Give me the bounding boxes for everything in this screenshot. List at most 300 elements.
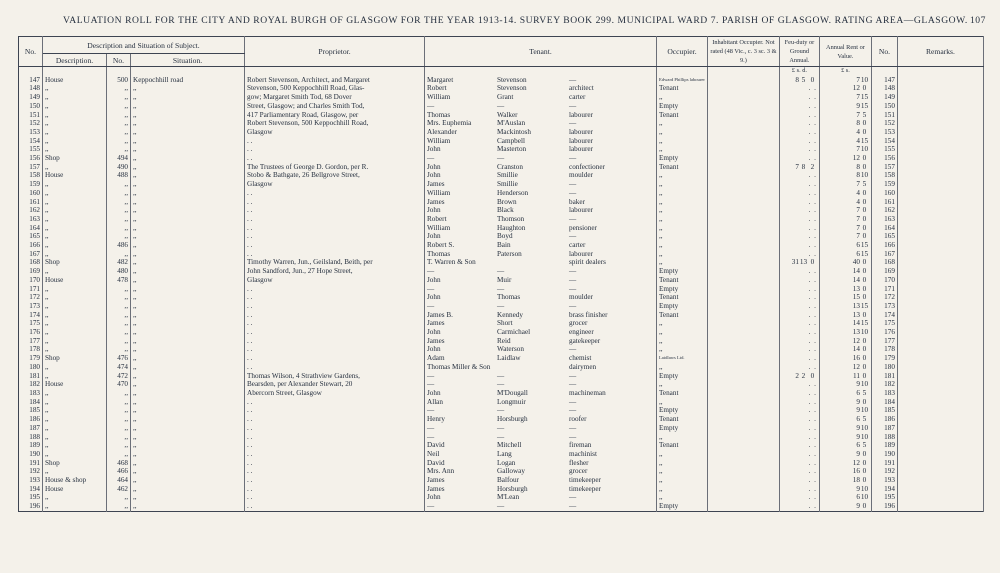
- tenant-occupation: flesher: [569, 458, 589, 467]
- row-street-number: ,,: [107, 345, 131, 354]
- feu-empty-marker: . .: [808, 93, 817, 102]
- tenant-first-name: John: [427, 493, 441, 502]
- row-occupier: ,,: [657, 224, 708, 233]
- feu-shillings: 8: [801, 162, 806, 171]
- tenant-occupation: grocer: [569, 319, 588, 328]
- row-number: 150: [19, 102, 43, 111]
- rent-shillings: 10: [860, 432, 869, 441]
- feu-empty-marker: . .: [808, 423, 817, 432]
- rent-pounds: 11: [853, 371, 860, 380]
- row-situation: ,,: [131, 241, 245, 250]
- row-occupier: Empty: [657, 285, 708, 294]
- row-annual-rent: [819, 93, 871, 102]
- row-tenant: [425, 459, 657, 468]
- tenant-occupation: —: [569, 371, 577, 380]
- row-description: ,,: [43, 345, 107, 354]
- row-feu-duty: [779, 102, 819, 111]
- rent-pounds: 9: [856, 101, 860, 110]
- row-proprietor: Street, Glasgow; and Charles Smith Tod,: [245, 102, 425, 111]
- header-description: Description.: [43, 54, 107, 67]
- row-number-right: 170: [871, 276, 897, 285]
- row-number: 193: [19, 476, 43, 485]
- feu-empty-marker: . .: [808, 154, 817, 163]
- row-inhabitant: [707, 441, 779, 450]
- table-row: [19, 459, 984, 468]
- row-tenant: [425, 467, 657, 476]
- row-number: 185: [19, 406, 43, 415]
- rent-shillings: 0: [862, 84, 867, 93]
- row-proprietor: . .: [245, 363, 425, 372]
- row-annual-rent: [819, 163, 871, 172]
- row-description: ,,: [43, 189, 107, 198]
- tenant-first-name: John: [427, 145, 441, 154]
- row-number-right: 172: [871, 293, 897, 302]
- feu-pence: 0: [810, 75, 815, 84]
- row-number: 156: [19, 154, 43, 163]
- row-street-number: ,,: [107, 424, 131, 433]
- row-annual-rent: [819, 232, 871, 241]
- row-proprietor: Timothy Warren, Jun., Geilsland, Beith, per: [245, 258, 425, 267]
- table-row: [19, 380, 984, 389]
- row-remarks: [897, 84, 983, 93]
- row-remarks: [897, 215, 983, 224]
- tenant-occupation: roofer: [569, 415, 587, 424]
- row-feu-duty: [779, 363, 819, 372]
- tenant-first-name: John: [427, 275, 441, 284]
- rent-shillings: 0: [862, 119, 867, 128]
- feu-empty-marker: . .: [808, 110, 817, 119]
- table-row: [19, 302, 984, 311]
- rent-shillings: 0: [862, 345, 867, 354]
- row-proprietor: . .: [245, 189, 425, 198]
- header-tenant: Tenant.: [425, 37, 657, 67]
- tenant-surname: Galloway: [497, 467, 525, 476]
- row-proprietor: Stevenson, 500 Keppochhill Road, Glas-: [245, 84, 425, 93]
- rent-shillings: 0: [862, 371, 867, 380]
- table-row: [19, 415, 984, 424]
- table-row: [19, 476, 984, 485]
- row-remarks: [897, 258, 983, 267]
- feu-pence: 2: [810, 162, 815, 171]
- tenant-occupation: —: [569, 432, 577, 441]
- tenant-surname: M'Dougall: [497, 389, 528, 397]
- row-description: Shop: [43, 154, 107, 163]
- row-remarks: [897, 406, 983, 415]
- rent-pounds: 9: [856, 397, 860, 406]
- row-inhabitant: [707, 189, 779, 198]
- row-annual-rent: [819, 171, 871, 180]
- row-number: 180: [19, 363, 43, 372]
- feu-empty-marker: . .: [808, 180, 817, 189]
- row-tenant: [425, 232, 657, 241]
- rent-shillings: 0: [862, 214, 867, 223]
- row-annual-rent: [819, 319, 871, 328]
- rent-shillings: 5: [862, 415, 867, 424]
- feu-currency-header: £ s. d.: [779, 67, 819, 76]
- table-row: [19, 276, 984, 285]
- rent-pounds: 6: [856, 493, 860, 502]
- row-situation: ,,: [131, 285, 245, 294]
- row-occupier: ,,: [657, 337, 708, 346]
- row-situation: ,,: [131, 406, 245, 415]
- row-remarks: [897, 180, 983, 189]
- row-proprietor: Stobo & Bathgate, 26 Bellgrove Street,: [245, 171, 425, 180]
- rent-pounds: 9: [856, 423, 860, 432]
- rent-pounds: 7: [856, 206, 860, 215]
- row-occupier: Tenant: [657, 441, 708, 450]
- row-inhabitant: [707, 354, 779, 363]
- row-description: ,,: [43, 128, 107, 137]
- row-occupier: ,,: [657, 119, 708, 128]
- feu-pence: 0: [810, 258, 815, 267]
- row-inhabitant: [707, 111, 779, 120]
- row-remarks: [897, 398, 983, 407]
- row-remarks: [897, 293, 983, 302]
- row-situation: ,,: [131, 224, 245, 233]
- tenant-first-name: —: [427, 101, 435, 110]
- row-feu-duty: [779, 267, 819, 276]
- tenant-first-name: David: [427, 441, 445, 450]
- row-annual-rent: [819, 328, 871, 337]
- rent-pounds: 14: [852, 345, 860, 354]
- row-situation: ,,: [131, 424, 245, 433]
- tenant-surname: Horsburgh: [497, 415, 528, 424]
- header-occupier: Occupier.: [657, 37, 708, 67]
- row-inhabitant: [707, 476, 779, 485]
- row-number: 161: [19, 198, 43, 207]
- row-occupier: ,,: [657, 232, 708, 241]
- rent-shillings: 0: [862, 336, 867, 345]
- tenant-occupation: confectioner: [569, 162, 605, 171]
- tenant-occupation: timekeeper: [569, 476, 601, 485]
- row-feu-duty: [779, 189, 819, 198]
- tenant-surname: Muir: [497, 275, 512, 284]
- feu-empty-marker: . .: [808, 284, 817, 293]
- row-occupier: ,,: [657, 241, 708, 250]
- row-feu-duty: [779, 424, 819, 433]
- row-proprietor: . .: [245, 450, 425, 459]
- rent-shillings: 10: [860, 171, 869, 180]
- row-inhabitant: [707, 224, 779, 233]
- row-annual-rent: [819, 493, 871, 502]
- feu-empty-marker: . .: [808, 432, 817, 441]
- table-row: [19, 285, 984, 294]
- row-annual-rent: [819, 84, 871, 93]
- row-feu-duty: [779, 311, 819, 320]
- tenant-occupation: —: [569, 380, 577, 389]
- tenant-surname: Bain: [497, 241, 511, 250]
- row-number: 170: [19, 276, 43, 285]
- row-occupier: ,,: [657, 467, 708, 476]
- row-description: ,,: [43, 311, 107, 320]
- feu-empty-marker: . .: [808, 354, 817, 363]
- tenant-occupation: spirit dealers: [569, 258, 606, 267]
- row-number-right: 181: [871, 372, 897, 381]
- feu-empty-marker: . .: [808, 136, 817, 145]
- table-row: [19, 502, 984, 511]
- table-row: [19, 119, 984, 128]
- row-tenant: [425, 493, 657, 502]
- tenant-first-name: —: [427, 267, 435, 276]
- header-number: No.: [107, 54, 131, 67]
- table-row: [19, 198, 984, 207]
- row-remarks: [897, 319, 983, 328]
- row-situation: ,,: [131, 328, 245, 337]
- feu-empty-marker: . .: [808, 119, 817, 128]
- rent-pounds: 14: [852, 275, 860, 284]
- feu-empty-marker: . .: [808, 223, 817, 232]
- row-situation: ,,: [131, 267, 245, 276]
- rent-shillings: 15: [860, 241, 869, 250]
- tenant-first-name: Thomas Miller & Son: [427, 362, 491, 371]
- tenant-surname: Stevenson: [497, 75, 527, 84]
- tenant-first-name: —: [427, 371, 435, 380]
- tenant-first-name: William: [427, 188, 451, 197]
- tenant-occupation: brass finisher: [569, 310, 608, 319]
- row-number: 149: [19, 93, 43, 102]
- row-proprietor: . .: [245, 154, 425, 163]
- table-row: [19, 372, 984, 381]
- row-feu-duty: [779, 137, 819, 146]
- row-remarks: [897, 424, 983, 433]
- rent-pounds: 13: [852, 284, 860, 293]
- row-number-right: 157: [871, 163, 897, 172]
- row-tenant: [425, 372, 657, 381]
- row-feu-duty: [779, 154, 819, 163]
- rent-pounds: 16: [852, 354, 860, 363]
- rent-shillings: 0: [862, 397, 867, 406]
- row-feu-duty: [779, 206, 819, 215]
- row-description: ,,: [43, 198, 107, 207]
- table-row: [19, 180, 984, 189]
- rent-shillings: 5: [862, 441, 867, 450]
- tenant-surname: Laidlaw: [497, 354, 521, 363]
- row-description: House & shop: [43, 476, 107, 485]
- row-proprietor: Glasgow: [245, 180, 425, 189]
- row-tenant: [425, 476, 657, 485]
- rent-shillings: 10: [860, 423, 869, 432]
- tenant-first-name: Robert: [427, 84, 447, 93]
- feu-empty-marker: . .: [808, 293, 817, 302]
- row-street-number: 472: [107, 372, 131, 381]
- row-number-right: 171: [871, 285, 897, 294]
- tenant-first-name: Thomas: [427, 249, 451, 258]
- tenant-occupation: dairymen: [569, 362, 597, 371]
- row-situation: ,,: [131, 415, 245, 424]
- row-street-number: 470: [107, 380, 131, 389]
- feu-empty-marker: . .: [808, 206, 817, 215]
- row-proprietor: . .: [245, 424, 425, 433]
- row-proprietor: . .: [245, 485, 425, 494]
- feu-pence: 0: [810, 371, 815, 380]
- row-annual-rent: [819, 276, 871, 285]
- row-feu-duty: [779, 302, 819, 311]
- row-remarks: [897, 450, 983, 459]
- rent-pounds: 16: [852, 467, 860, 476]
- row-annual-rent: [819, 485, 871, 494]
- row-number-right: 184: [871, 398, 897, 407]
- row-description: House: [43, 380, 107, 389]
- row-occupier: ,,: [657, 93, 708, 102]
- row-feu-duty: [779, 450, 819, 459]
- tenant-first-name: —: [427, 502, 435, 511]
- row-remarks: [897, 76, 983, 85]
- rent-shillings: 0: [862, 267, 867, 276]
- tenant-first-name: William: [427, 93, 451, 102]
- row-number: 153: [19, 128, 43, 137]
- table-row: [19, 354, 984, 363]
- row-tenant: [425, 406, 657, 415]
- row-number: 166: [19, 241, 43, 250]
- row-remarks: [897, 102, 983, 111]
- row-remarks: [897, 502, 983, 511]
- row-number-right: 163: [871, 215, 897, 224]
- row-inhabitant: [707, 76, 779, 85]
- row-description: House: [43, 76, 107, 85]
- row-remarks: [897, 171, 983, 180]
- table-row: [19, 232, 984, 241]
- table-row: [19, 311, 984, 320]
- row-remarks: [897, 433, 983, 442]
- table-row: [19, 319, 984, 328]
- row-situation: ,,: [131, 111, 245, 120]
- tenant-first-name: David: [427, 458, 445, 467]
- row-proprietor: . .: [245, 232, 425, 241]
- row-situation: ,,: [131, 450, 245, 459]
- row-number-right: 159: [871, 180, 897, 189]
- row-description: ,,: [43, 467, 107, 476]
- row-feu-duty: [779, 398, 819, 407]
- rent-shillings: 5: [862, 110, 867, 119]
- row-inhabitant: [707, 171, 779, 180]
- row-number: 157: [19, 163, 43, 172]
- tenant-occupation: moulder: [569, 293, 593, 302]
- rent-pounds: 8: [856, 119, 860, 128]
- tenant-first-name: Thomas: [427, 110, 451, 119]
- tenant-surname: —: [497, 371, 505, 380]
- row-remarks: [897, 485, 983, 494]
- rent-currency-header: £ s.: [819, 67, 871, 76]
- row-description: Shop: [43, 459, 107, 468]
- tenant-occupation: —: [569, 188, 577, 197]
- row-street-number: 500: [107, 76, 131, 85]
- rent-shillings: 15: [860, 136, 869, 145]
- row-feu-duty: [779, 163, 819, 172]
- row-tenant: [425, 363, 657, 372]
- row-proprietor: . .: [245, 285, 425, 294]
- row-number: 174: [19, 311, 43, 320]
- row-feu-duty: [779, 415, 819, 424]
- row-tenant: [425, 258, 657, 267]
- feu-empty-marker: . .: [808, 458, 817, 467]
- row-number-right: 173: [871, 302, 897, 311]
- row-annual-rent: [819, 258, 871, 267]
- rent-pounds: 12: [852, 336, 860, 345]
- table-row: [19, 424, 984, 433]
- row-number: 191: [19, 459, 43, 468]
- row-situation: ,,: [131, 250, 245, 259]
- row-description: ,,: [43, 241, 107, 250]
- tenant-occupation: pensioner: [569, 223, 597, 232]
- row-occupier: ,,: [657, 380, 708, 389]
- row-tenant: [425, 380, 657, 389]
- row-number: 165: [19, 232, 43, 241]
- row-remarks: [897, 232, 983, 241]
- row-street-number: 474: [107, 363, 131, 372]
- feu-empty-marker: . .: [808, 336, 817, 345]
- row-number-right: 154: [871, 137, 897, 146]
- table-row: [19, 441, 984, 450]
- row-street-number: ,,: [107, 302, 131, 311]
- rent-pounds: 12: [852, 362, 860, 371]
- tenant-surname: —: [497, 380, 505, 389]
- tenant-occupation: —: [569, 301, 577, 310]
- row-tenant: [425, 441, 657, 450]
- row-street-number: ,,: [107, 119, 131, 128]
- row-tenant: [425, 415, 657, 424]
- row-feu-duty: [779, 502, 819, 511]
- tenant-surname: Brown: [497, 197, 517, 206]
- tenant-first-name: —: [427, 406, 435, 415]
- row-number: 147: [19, 76, 43, 85]
- rent-pounds: 6: [856, 415, 860, 424]
- row-inhabitant: [707, 502, 779, 511]
- row-situation: ,,: [131, 102, 245, 111]
- row-number-right: 149: [871, 93, 897, 102]
- feu-pounds: 7: [795, 162, 799, 171]
- row-number: 162: [19, 206, 43, 215]
- row-number-right: 188: [871, 433, 897, 442]
- row-tenant: [425, 189, 657, 198]
- rent-shillings: 10: [860, 380, 869, 389]
- feu-empty-marker: . .: [808, 232, 817, 241]
- tenant-occupation: baker: [569, 197, 585, 206]
- rent-shillings: 0: [862, 362, 867, 371]
- row-street-number: 464: [107, 476, 131, 485]
- row-number: 192: [19, 467, 43, 476]
- row-tenant: [425, 389, 657, 398]
- row-proprietor: . .: [245, 241, 425, 250]
- row-annual-rent: [819, 285, 871, 294]
- rent-shillings: 15: [860, 319, 869, 328]
- row-inhabitant: [707, 406, 779, 415]
- row-street-number: ,,: [107, 450, 131, 459]
- row-description: ,,: [43, 250, 107, 259]
- tenant-first-name: Allan: [427, 397, 443, 406]
- tenant-first-name: James: [427, 476, 445, 485]
- row-situation: ,,: [131, 485, 245, 494]
- row-occupier: Empty: [657, 267, 708, 276]
- row-inhabitant: [707, 319, 779, 328]
- row-situation: ,,: [131, 232, 245, 241]
- row-situation: Keppochhill road: [131, 76, 245, 85]
- rent-shillings: 0: [862, 127, 867, 136]
- feu-empty-marker: . .: [808, 362, 817, 371]
- table-row: [19, 145, 984, 154]
- row-description: ,,: [43, 102, 107, 111]
- tenant-first-name: John: [427, 232, 441, 241]
- tenant-first-name: John: [427, 345, 441, 354]
- row-annual-rent: [819, 476, 871, 485]
- row-remarks: [897, 111, 983, 120]
- row-remarks: [897, 493, 983, 502]
- row-situation: ,,: [131, 319, 245, 328]
- feu-empty-marker: . .: [808, 84, 817, 93]
- rent-shillings: 0: [862, 310, 867, 319]
- rent-shillings: 10: [860, 75, 869, 84]
- row-description: Shop: [43, 354, 107, 363]
- row-inhabitant: [707, 180, 779, 189]
